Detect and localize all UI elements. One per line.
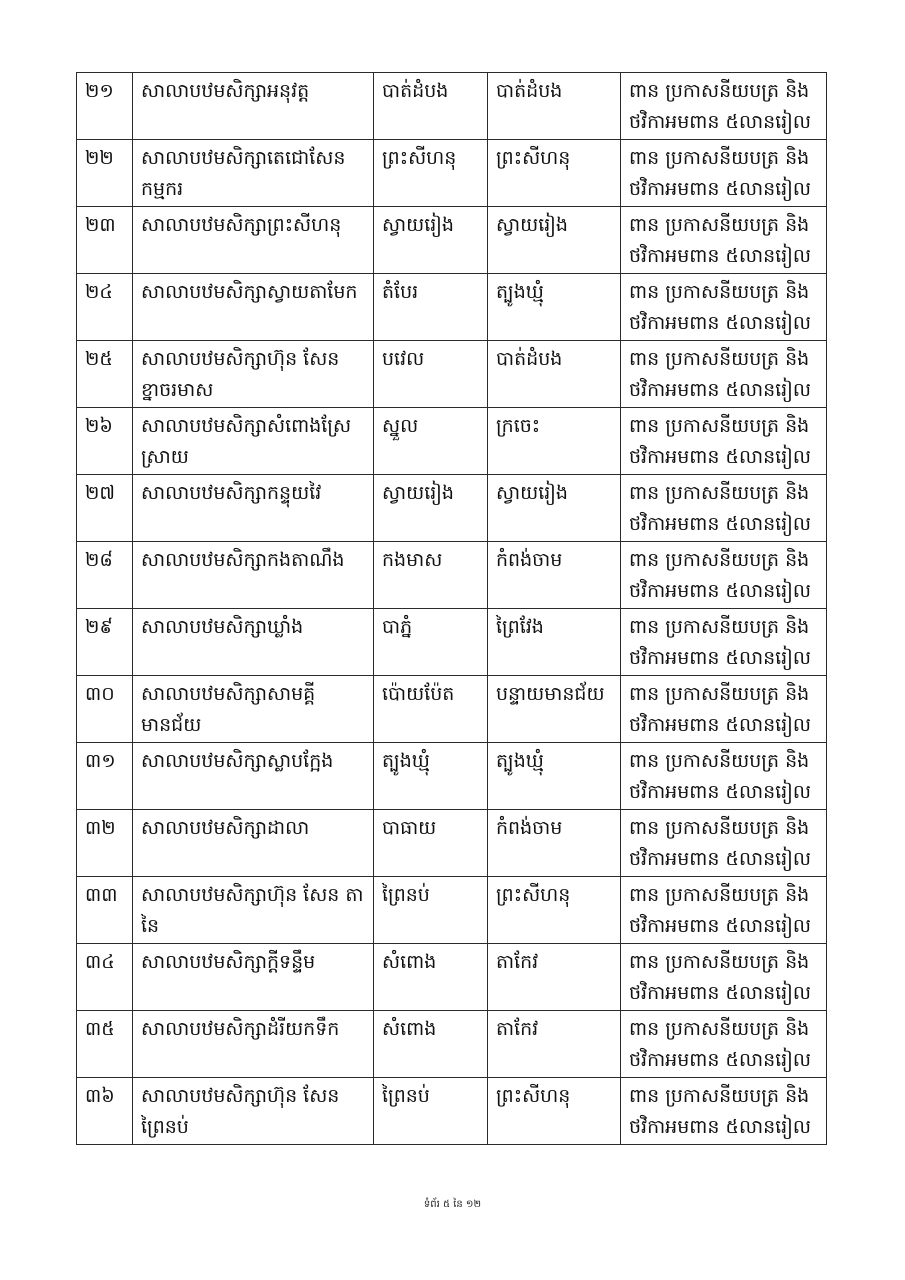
award-text-line: ពាន ប្រកាសនីយបត្រ និង	[629, 951, 810, 973]
row-number-cell: ២៤	[77, 274, 133, 341]
award-text-line: ថវិកាអមពាន ៥លានរៀល	[629, 647, 811, 669]
province-cell: ស្វាយរៀង	[488, 207, 621, 274]
award-cell	[621, 207, 827, 274]
district-cell: កងមាស	[374, 542, 488, 609]
award-text-line: ថវិកាអមពាន ៥លានរៀល	[629, 982, 811, 1004]
row-number-cell: ២៨	[77, 542, 133, 609]
province-cell: ស្វាយរៀង	[488, 475, 621, 542]
table-row	[77, 1011, 827, 1078]
award-text-line: ពាន ប្រកាសនីយបត្រ និង	[629, 549, 810, 571]
award-cell	[621, 944, 827, 1011]
table-row	[77, 609, 827, 676]
award-text-line: ពាន ប្រកាសនីយបត្រ និង	[629, 750, 810, 772]
award-cell	[621, 140, 827, 207]
school-name-cell: សាលាបឋមសិក្សាហ៊ុន សែន តានៃ	[133, 877, 374, 944]
row-number-cell: ២៥	[77, 341, 133, 408]
table-row	[77, 676, 827, 743]
row-number-cell: ៣៣	[77, 877, 133, 944]
school-name-cell: សាលាបឋមសិក្សាអនុវត្ត	[133, 73, 374, 140]
table-row	[77, 408, 827, 475]
row-number-cell: ៣៤	[77, 944, 133, 1011]
district-cell: ព្រៃនប់	[374, 877, 488, 944]
district-cell: បាធាយ	[374, 810, 488, 877]
award-text-line: ថវិកាអមពាន ៥លានរៀល	[629, 446, 811, 468]
province-cell: ត្បូងឃ្មុំ	[488, 743, 621, 810]
school-name-cell: សាលាបឋមសិក្សាកន្ទុយវៃ	[133, 475, 374, 542]
school-name-cell: សាលាបឋមសិក្សាកងតាណឹង	[133, 542, 374, 609]
school-name-cell: សាលាបឋមសិក្សាហ៊ុន សែន ព្រៃនប់	[133, 1078, 374, 1145]
district-cell: តំបែរ	[374, 274, 488, 341]
school-name-cell: សាលាបឋមសិក្សាតេជោសែន កម្មករ	[133, 140, 374, 207]
table-row	[77, 475, 827, 542]
award-text-line: ពាន ប្រកាសនីយបត្រ និង	[629, 80, 810, 102]
table-row	[77, 810, 827, 877]
award-cell	[621, 743, 827, 810]
row-number-cell: ៣០	[77, 676, 133, 743]
award-text-line: ពាន ប្រកាសនីយបត្រ និង	[629, 1085, 810, 1107]
table-row	[77, 207, 827, 274]
table-row	[77, 73, 827, 140]
award-text-line: ថវិកាអមពាន ៥លានរៀល	[629, 714, 811, 736]
district-cell: សំពោង	[374, 1011, 488, 1078]
district-cell: ស្វាយរៀង	[374, 207, 488, 274]
table-body	[77, 73, 827, 1145]
award-text-line: ពាន ប្រកាសនីយបត្រ និង	[629, 482, 810, 504]
award-text-line: ថវិកាអមពាន ៥លានរៀល	[629, 1049, 811, 1071]
table-row	[77, 542, 827, 609]
award-cell	[621, 676, 827, 743]
award-text-line: ថវិកាអមពាន ៥លានរៀល	[629, 178, 811, 200]
row-number-cell: ២១	[77, 73, 133, 140]
province-cell: ព្រះសីហនុ	[488, 877, 621, 944]
table-row	[77, 944, 827, 1011]
award-text-line: ថវិកាអមពាន ៥លានរៀល	[629, 111, 811, 133]
award-text-line: ពាន ប្រកាសនីយបត្រ និង	[629, 281, 810, 303]
province-cell: ព្រះសីហនុ	[488, 140, 621, 207]
district-cell: ត្បូងឃ្មុំ	[374, 743, 488, 810]
school-name-cell: សាលាបឋមសិក្សាដាលា	[133, 810, 374, 877]
school-name-cell: សាលាបឋមសិក្សាព្រះសីហនុ	[133, 207, 374, 274]
district-cell: ព្រៃនប់	[374, 1078, 488, 1145]
row-number-cell: ៣៦	[77, 1078, 133, 1145]
award-text-line: ពាន ប្រកាសនីយបត្រ និង	[629, 415, 810, 437]
award-table	[76, 72, 827, 1145]
row-number-cell: ២២	[77, 140, 133, 207]
table-row	[77, 140, 827, 207]
award-text-line: ថវិកាអមពាន ៥លានរៀល	[629, 245, 811, 267]
award-text-line: ពាន ប្រកាសនីយបត្រ និង	[629, 884, 810, 906]
award-text-line: ពាន ប្រកាសនីយបត្រ និង	[629, 616, 810, 638]
award-cell	[621, 1078, 827, 1145]
district-cell: សំពោង	[374, 944, 488, 1011]
row-number-cell: ២៧	[77, 475, 133, 542]
award-text-line: ថវិកាអមពាន ៥លានរៀល	[629, 513, 811, 535]
award-text-line: ពាន ប្រកាសនីយបត្រ និង	[629, 817, 810, 839]
table-row	[77, 341, 827, 408]
province-cell: កំពង់ចាម	[488, 542, 621, 609]
award-text-line: ពាន ប្រកាសនីយបត្រ និង	[629, 1018, 810, 1040]
award-cell	[621, 475, 827, 542]
province-cell: តាកែវ	[488, 944, 621, 1011]
district-cell: ស្នួល	[374, 408, 488, 475]
province-cell: ត្បូងឃ្មុំ	[488, 274, 621, 341]
table-row	[77, 743, 827, 810]
school-name-cell: សាលាបឋមសិក្សាសាមគ្គីមានជ័យ	[133, 676, 374, 743]
school-name-cell: សាលាបឋមសិក្សាដំរីយកទឹក	[133, 1011, 374, 1078]
row-number-cell: ៣៥	[77, 1011, 133, 1078]
school-name-cell: សាលាបឋមសិក្សាហ៊ុន សែន ខ្នាចរមាស	[133, 341, 374, 408]
province-cell: បាត់ដំបង	[488, 341, 621, 408]
award-text-line: ថវិកាអមពាន ៥លានរៀល	[629, 781, 811, 803]
province-cell: ព្រៃវែង	[488, 609, 621, 676]
province-cell: កំពង់ចាម	[488, 810, 621, 877]
award-text-line: ពាន ប្រកាសនីយបត្រ និង	[629, 683, 810, 705]
award-cell	[621, 877, 827, 944]
district-cell: បវេល	[374, 341, 488, 408]
province-cell: បន្ទាយមានជ័យ	[488, 676, 621, 743]
award-text-line: ថវិកាអមពាន ៥លានរៀល	[629, 915, 811, 937]
award-cell	[621, 274, 827, 341]
row-number-cell: ២៣	[77, 207, 133, 274]
school-name-cell: សាលាបឋមសិក្សាក្តីទន្ទឹម	[133, 944, 374, 1011]
district-cell: បាភ្នំ	[374, 609, 488, 676]
award-cell	[621, 609, 827, 676]
table-row	[77, 1078, 827, 1145]
award-text-line: ពាន ប្រកាសនីយបត្រ និង	[629, 214, 810, 236]
award-cell	[621, 542, 827, 609]
district-cell: ស្វាយរៀង	[374, 475, 488, 542]
row-number-cell: ២៦	[77, 408, 133, 475]
award-cell	[621, 408, 827, 475]
province-cell: ព្រះសីហនុ	[488, 1078, 621, 1145]
award-text-line: ពាន ប្រកាសនីយបត្រ និង	[629, 348, 810, 370]
page-number: ទំព័រ ៥ នៃ ១២	[423, 1199, 482, 1210]
award-text-line: ថវិកាអមពាន ៥លានរៀល	[629, 1116, 811, 1138]
table-row	[77, 274, 827, 341]
award-cell	[621, 341, 827, 408]
school-name-cell: សាលាបឋមសិក្សាស្លាបក្អែង	[133, 743, 374, 810]
district-cell: បាត់ដំបង	[374, 73, 488, 140]
table-row	[77, 877, 827, 944]
row-number-cell: ៣២	[77, 810, 133, 877]
school-name-cell: សាលាបឋមសិក្សាសំពោងស្រែ ស្រាយ	[133, 408, 374, 475]
school-name-cell: សាលាបឋមសិក្សាឃ្លាំង	[133, 609, 374, 676]
award-text-line: ថវិកាអមពាន ៥លានរៀល	[629, 580, 811, 602]
row-number-cell: ២៩	[77, 609, 133, 676]
school-name-cell: សាលាបឋមសិក្សាស្វាយតាមែក	[133, 274, 374, 341]
province-cell: តាកែវ	[488, 1011, 621, 1078]
district-cell: ប៉ោយប៉ែត	[374, 676, 488, 743]
award-cell	[621, 1011, 827, 1078]
award-text-line: ថវិកាអមពាន ៥លានរៀល	[629, 848, 811, 870]
award-text-line: ថវិកាអមពាន ៥លានរៀល	[629, 379, 811, 401]
province-cell: បាត់ដំបង	[488, 73, 621, 140]
district-cell: ព្រះសីហនុ	[374, 140, 488, 207]
award-cell	[621, 810, 827, 877]
row-number-cell: ៣១	[77, 743, 133, 810]
award-text-line: ពាន ប្រកាសនីយបត្រ និង	[629, 147, 810, 169]
award-cell	[621, 73, 827, 140]
award-text-line: ថវិកាអមពាន ៥លានរៀល	[629, 312, 811, 334]
province-cell: ក្រចេះ	[488, 408, 621, 475]
